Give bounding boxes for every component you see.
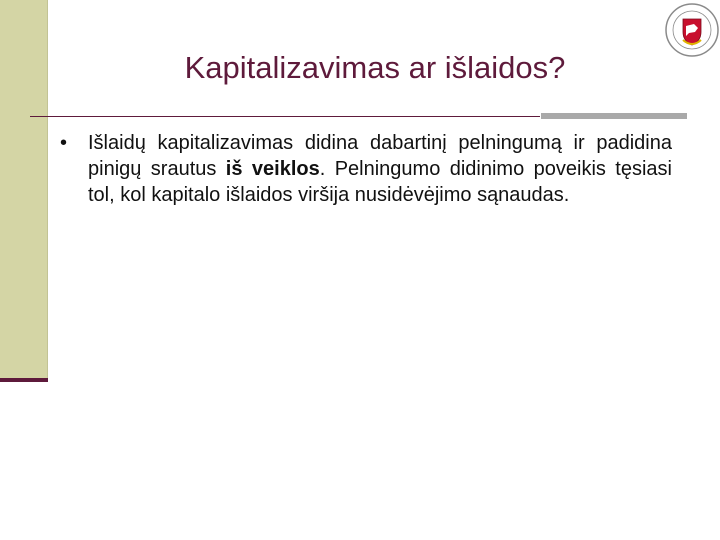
slide-body bbox=[60, 130, 672, 208]
title-divider-line bbox=[30, 116, 540, 117]
bullet-item bbox=[60, 130, 672, 208]
sidebar-bottom-accent bbox=[0, 378, 48, 382]
bullet-dot: • bbox=[60, 132, 68, 154]
bullet-text-part-1: Išlaidų kapitalizavimas didina dabartinį pelningumą ir padidina pinigų srautus bbox=[88, 132, 672, 180]
bullet-text-part-2: . Pelningumo didinimo poveikis tęsiasi tol, kol kapitalo išlaidos viršija nusidėvėjimo sąnaudas. bbox=[88, 158, 672, 206]
bullet-text bbox=[88, 130, 672, 208]
bullet-text-bold: iš veiklos bbox=[225, 158, 320, 180]
university-seal-icon bbox=[664, 2, 720, 58]
slide-title: Kapitalizavimas ar išlaidos? bbox=[184, 50, 566, 85]
left-sidebar-band bbox=[0, 0, 48, 378]
title-divider-grey-bar bbox=[541, 113, 687, 119]
